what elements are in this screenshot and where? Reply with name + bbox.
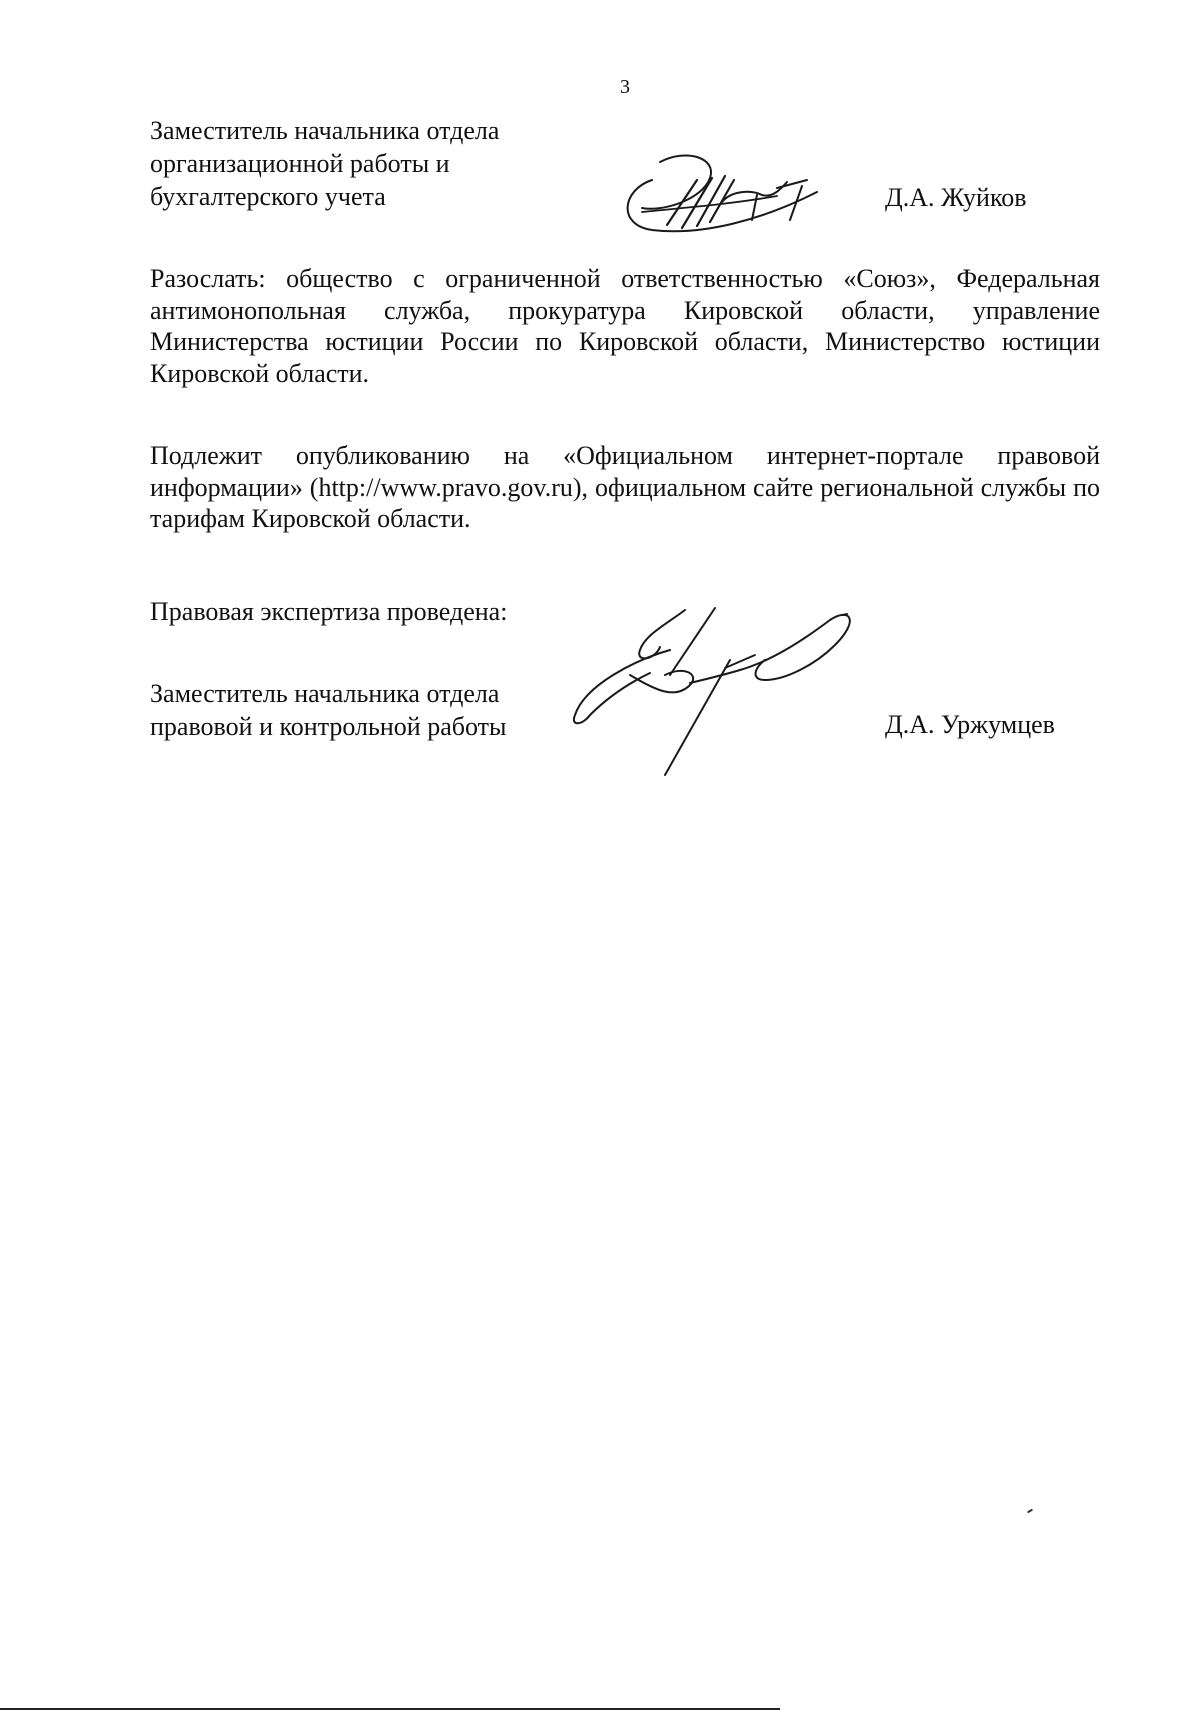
signatory-1-name: Д.А. Жуйков bbox=[885, 183, 1027, 212]
signature-2-image bbox=[565, 605, 895, 780]
signatory-1-position bbox=[150, 114, 499, 213]
legal-review-heading: Правовая экспертиза проведена: bbox=[150, 597, 508, 626]
publication-paragraph bbox=[150, 440, 1100, 535]
position-line: Заместитель начальника отдела bbox=[150, 679, 500, 708]
position-line: правовой и контрольной работы bbox=[150, 712, 507, 741]
signature-1-image bbox=[612, 150, 832, 250]
position-line: бухгалтерского учета bbox=[150, 182, 386, 211]
page-number: 3 bbox=[620, 76, 630, 98]
distribution-paragraph bbox=[150, 263, 1100, 389]
position-line: Заместитель начальника отдела bbox=[150, 116, 500, 145]
bottom-scan-edge-line bbox=[0, 1708, 780, 1710]
publication-text: Подлежит опубликованию на «Официальном интернет-портале правовой информации» (http://www.pravo.gov.ru), официальном сайте региональной службы по тарифам Кировской области. bbox=[150, 441, 1100, 533]
position-line: организационной работы и bbox=[150, 149, 450, 178]
signatory-2-position bbox=[150, 677, 506, 743]
distribution-text: Разослать: общество с ограниченной ответственностью «Союз», Федеральная антимонопольная служба, прокуратура Кировской области, управление Министерства юстиции России по Кировской области, Министерство юстиции Кировской области. bbox=[150, 264, 1100, 388]
signatory-2-name: Д.А. Уржумцев bbox=[885, 710, 1055, 739]
scan-speck bbox=[1027, 1509, 1033, 1514]
